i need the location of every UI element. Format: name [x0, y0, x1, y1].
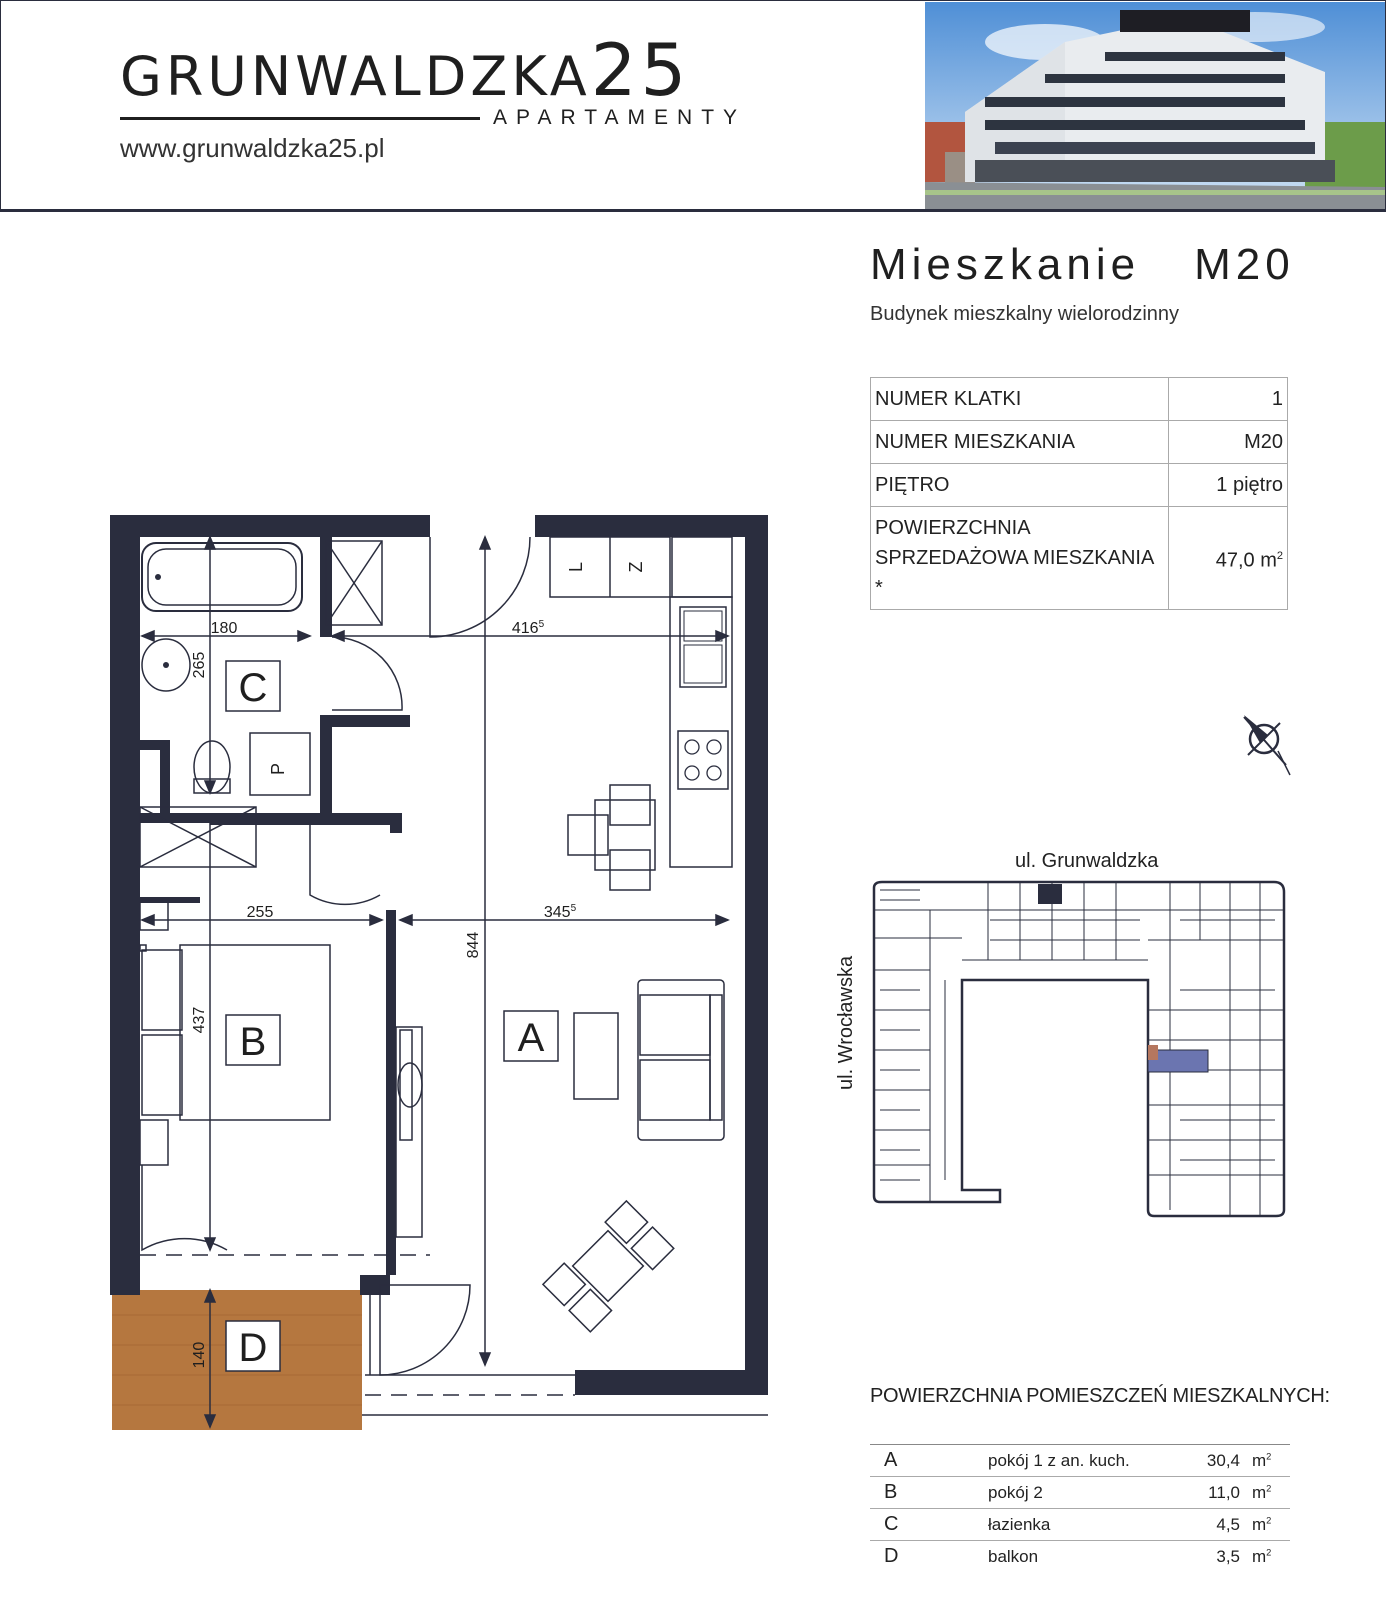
- rooms-area-table: [870, 1444, 1290, 1572]
- site-plan-diagram: [870, 880, 1290, 1220]
- dim-416: $416^5$: [511, 619, 545, 637]
- apartment-title: Mieszkanie M20: [870, 240, 1295, 289]
- compass-icon: [1240, 705, 1300, 785]
- dim-844: 844: [465, 931, 482, 959]
- info-value: 1: [1169, 378, 1288, 421]
- cabinet-label-l: L: [566, 561, 586, 573]
- info-row: [871, 378, 1288, 421]
- info-label: PIĘTRO: [871, 464, 1169, 507]
- info-row: [871, 464, 1288, 507]
- room-area: 30,4: [1176, 1445, 1244, 1477]
- building-render-image: [925, 2, 1385, 209]
- dim-437: 437: [191, 1006, 208, 1034]
- table-row: [870, 1445, 1290, 1477]
- dim-265: 265: [191, 651, 208, 679]
- room-letter: C: [870, 1509, 984, 1541]
- street-label-left: ul. Wrocławska: [835, 955, 857, 1090]
- apartment-subtitle: Budynek mieszkalny wielorodzinny: [870, 303, 1180, 325]
- room-unit: $m^2$: [1244, 1445, 1290, 1477]
- website-link[interactable]: www.grunwaldzka25.pl: [120, 133, 385, 163]
- apartment-info-table: [870, 377, 1288, 610]
- room-label-c: C: [238, 666, 268, 710]
- dim-345: $345^5$: [543, 903, 577, 921]
- cabinet-label-z: Z: [626, 561, 646, 573]
- brand-rule: [120, 117, 480, 120]
- info-value: 47,0 $m^2$: [1169, 507, 1288, 610]
- room-name: łazienka: [984, 1509, 1176, 1541]
- table-row: [870, 1541, 1290, 1573]
- room-letter: B: [870, 1477, 984, 1509]
- info-label: NUMER KLATKI: [871, 378, 1169, 421]
- brand-subtitle: APARTAMENTY: [493, 106, 747, 129]
- room-unit: $m^2$: [1244, 1477, 1290, 1509]
- room-name: pokój 2: [984, 1477, 1176, 1509]
- rooms-heading: POWIERZCHNIA POMIESZCZEŃ MIESZKALNYCH:: [870, 1385, 1330, 1407]
- brand-logo: GRUNWALDZKA25: [120, 28, 691, 112]
- info-row: [871, 421, 1288, 464]
- room-area: 4,5: [1176, 1509, 1244, 1541]
- room-label-a: A: [517, 1016, 545, 1060]
- info-value: M20: [1169, 421, 1288, 464]
- info-label: POWIERZCHNIA SPRZEDAŻOWA MIESZKANIA *: [871, 507, 1169, 610]
- table-row: [870, 1509, 1290, 1541]
- floor-plan: [100, 515, 780, 1445]
- room-letter: D: [870, 1541, 984, 1573]
- dim-255: 255: [246, 904, 274, 921]
- room-area: 3,5: [1176, 1541, 1244, 1573]
- room-name: balkon: [984, 1541, 1176, 1573]
- dim-140: 140: [191, 1341, 208, 1369]
- dim-180: 180: [210, 620, 238, 637]
- room-letter: A: [870, 1445, 984, 1477]
- room-unit: $m^2$: [1244, 1541, 1290, 1573]
- room-unit: $m^2$: [1244, 1509, 1290, 1541]
- info-row: [871, 507, 1288, 610]
- room-name: pokój 1 z an. kuch.: [984, 1445, 1176, 1477]
- room-area: 11,0: [1176, 1477, 1244, 1509]
- info-label: NUMER MIESZKANIA: [871, 421, 1169, 464]
- room-label-d: D: [238, 1326, 268, 1370]
- table-row: [870, 1477, 1290, 1509]
- cabinet-label-p: P: [268, 762, 288, 776]
- room-label-b: B: [239, 1020, 267, 1064]
- info-value: 1 piętro: [1169, 464, 1288, 507]
- street-label-top: ul. Grunwaldzka: [1015, 850, 1159, 872]
